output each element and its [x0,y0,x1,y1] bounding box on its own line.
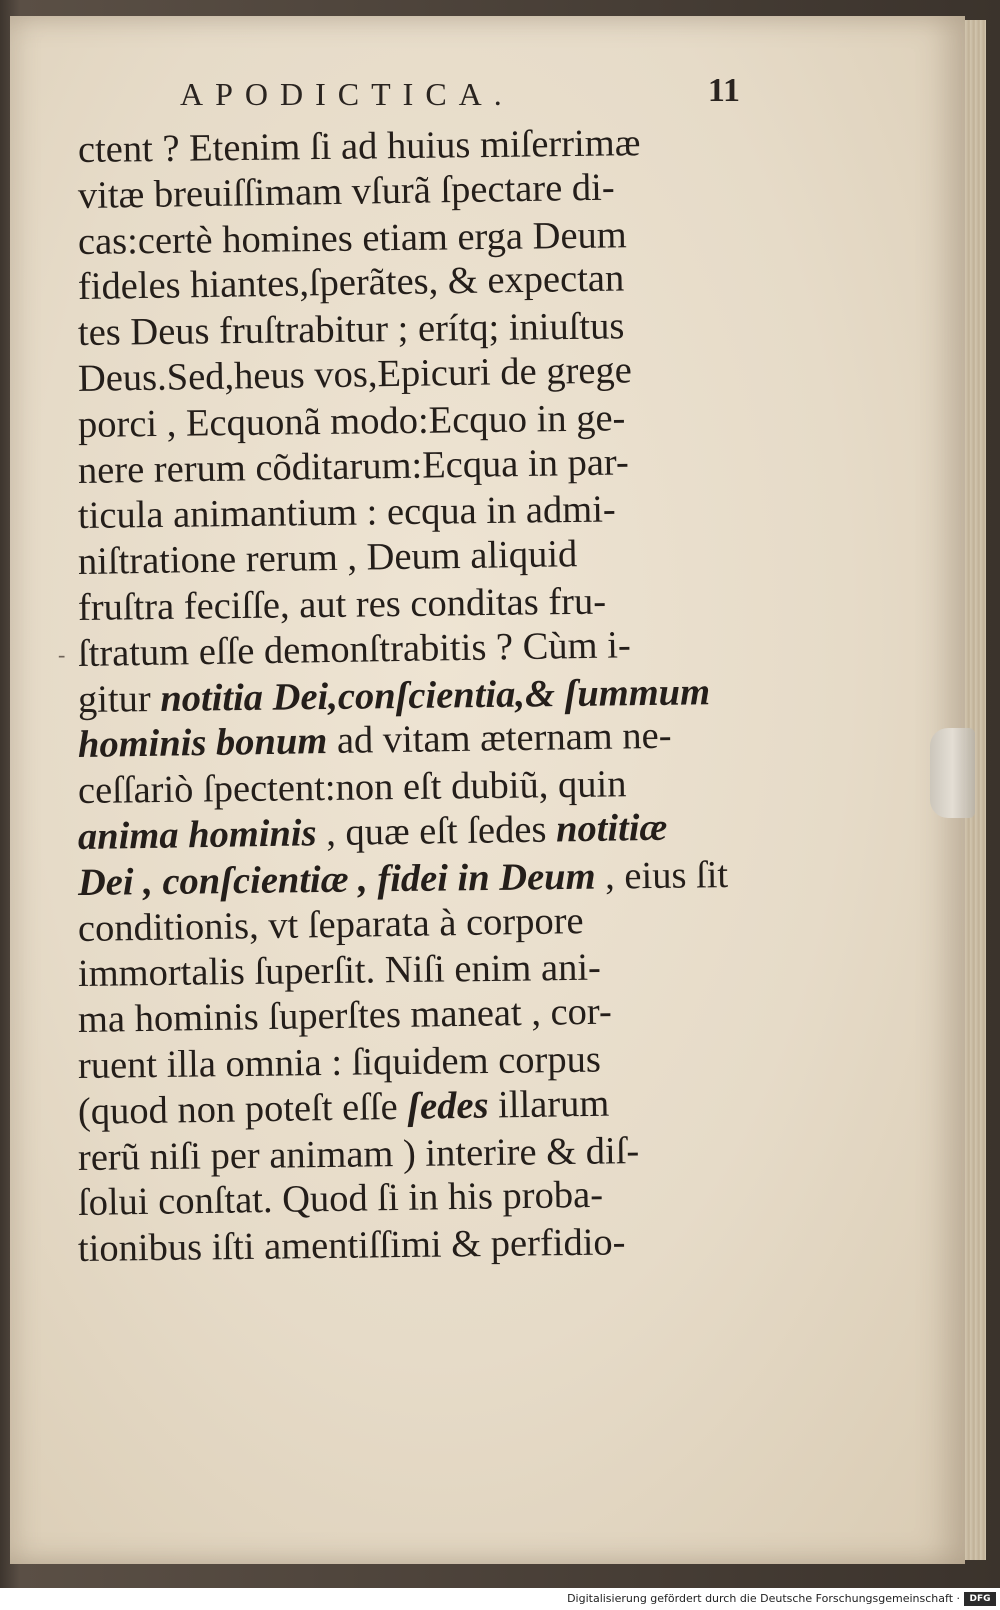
text-segment: fideles hiantes,ſperãtes, & expectan [77,257,625,309]
text-line [78,529,759,585]
italic-segment: Dei , conſcientiæ , fidei in Deum [77,855,596,904]
text-line [78,1171,759,1227]
text-segment: nere rerum cõditarum:Ecqua in par- [77,440,630,492]
text-segment: gitur [77,677,161,721]
italic-segment: hominis bonum [77,720,328,767]
text-segment: ruent illa omnia : ſiquidem corpus [77,1038,602,1087]
text-line [78,1219,759,1273]
text-segment: ſolui conſtat. Quod ſi in his proba- [77,1174,604,1225]
text-line [78,163,759,219]
italic-segment: notitia Dei,conſcientia,& ſummum [160,670,711,720]
text-segment: , eius ſit [595,853,729,898]
text-segment: Deus.Sed,heus vos,Epicuri de grege [77,349,633,400]
text-line [78,1079,759,1135]
text-segment: cas:certè homines etiam erga Deum [77,213,627,263]
body-text [77,122,758,1273]
margin-mark: - [58,642,66,667]
text-segment: rerũ niſi per animam ) interire & diſ- [77,1129,640,1179]
text-segment: (quod non poteſt eſſe [77,1085,408,1133]
text-segment: ctent ? Etenim ſi ad huius miſerrimæ [77,122,641,171]
text-segment: ſtratum eſſe demonſtrabitis ? Cùm i- [77,624,632,675]
text-segment: porci , Ecquonã modo:Ecquo in ge- [77,397,626,446]
italic-segment: anima hominis [77,812,317,858]
page-header [180,72,740,120]
text-segment: ma hominis ſuperſtes maneat , cor- [77,990,613,1042]
text-line [78,346,759,402]
running-title: APODICTICA. [180,76,514,112]
italic-segment: ſedes [406,1084,489,1128]
text-segment: , quæ eſt ſedes [316,808,557,855]
text-segment: niſtratione rerum , Deum aliquid [77,533,578,584]
text-segment: tes Deus fruſtrabitur ; erítq; iniuſtus [77,305,625,355]
italic-segment: notitiæ [555,806,668,851]
text-line [78,987,759,1043]
page-number: 11 [707,72,740,109]
text-segment: vitæ breuiſſimam vſurã ſpectare di- [77,166,615,217]
text-line [78,804,759,860]
text-line [78,713,759,769]
text-segment: fruſtra feciſſe, aut res conditas fru- [77,580,607,629]
text-segment: ad vitam æternam ne- [326,715,672,763]
page-clip [930,728,975,818]
text-segment: immortalis ſuperſit. Niſi enim ani- [77,946,602,996]
text-segment: ticula animantium : ecqua in admi- [77,488,616,538]
text-line [78,255,759,311]
funding-credit: Digitalisierung gefördert durch die Deutsche Forschungsgemeinschaft · [567,1592,960,1605]
text-segment: illarum [488,1082,610,1127]
text-segment: tionibus iſti amentiſſimi & perfidio- [77,1221,626,1271]
digitization-footer [0,1588,1000,1610]
text-segment: ceſſariò ſpectent:non eſt dubiũ, quin [77,763,627,813]
dfg-logo-icon: DFG [964,1592,996,1606]
text-segment: conditionis, vt ſeparata à corpore [77,899,584,950]
text-line [78,621,759,677]
